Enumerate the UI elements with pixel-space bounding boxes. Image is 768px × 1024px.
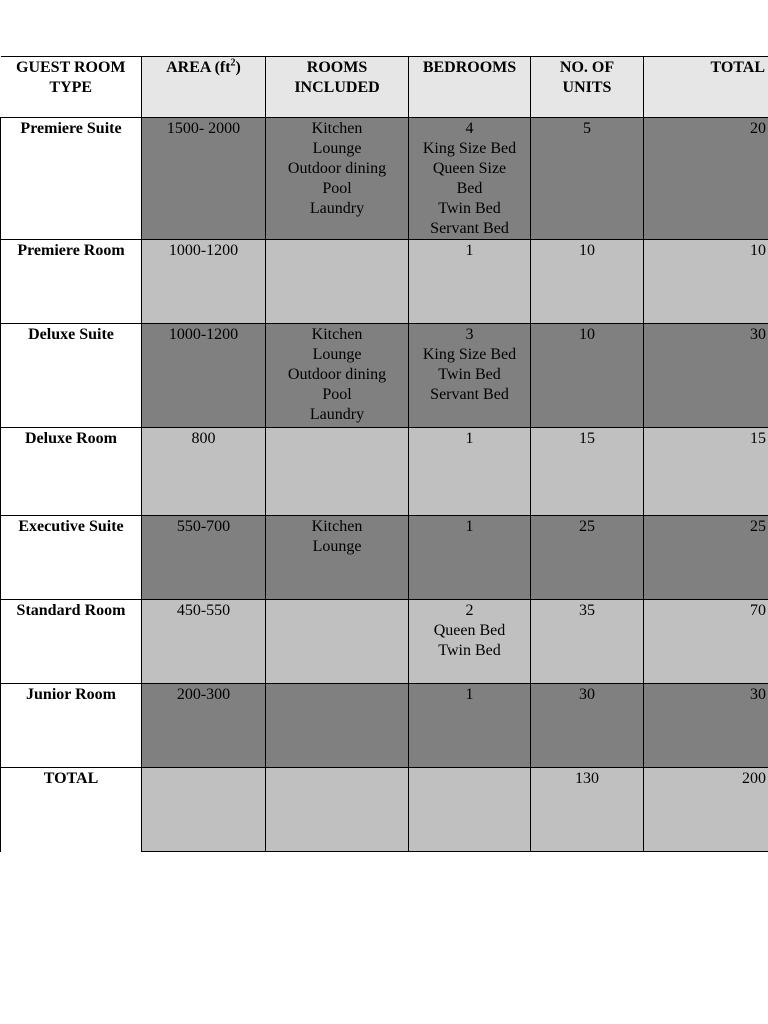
rooms-included-cell (266, 240, 409, 324)
cell-line: 1 (465, 430, 474, 447)
area-cell: 1500- 2000 (142, 118, 266, 240)
table-row (1, 600, 768, 684)
room-type-label: Deluxe Room (1, 428, 142, 516)
units-cell: 5 (531, 118, 644, 240)
rooms-included-cell (266, 428, 409, 516)
bedrooms-cell (409, 324, 531, 428)
room-type-label: Executive Suite (1, 516, 142, 600)
cell-line: King Size Bed (422, 346, 517, 363)
header-area (142, 57, 266, 118)
cell-line: Kitchen (311, 518, 363, 535)
bedrooms-cell (409, 516, 531, 600)
units-cell: 25 (531, 516, 644, 600)
header-total: TOTAL (644, 57, 768, 118)
table-row (1, 324, 768, 428)
units-cell: 10 (531, 240, 644, 324)
table-row (1, 516, 768, 600)
cell-line: Laundry (309, 200, 365, 217)
bedrooms-cell (409, 118, 531, 240)
header-area-suffix: ) (235, 59, 241, 76)
rooms-included-cell (266, 684, 409, 768)
totals-label: TOTAL (1, 768, 142, 852)
table-body (1, 118, 768, 852)
cell-line: King Size Bed (422, 140, 517, 157)
cell-line: Queen Size (432, 160, 507, 177)
cell-line: Twin Bed (438, 366, 501, 383)
total-cell: 30 (644, 684, 768, 768)
area-cell: 800 (142, 428, 266, 516)
area-cell: 550-700 (142, 516, 266, 600)
units-cell: 30 (531, 684, 644, 768)
cell-line: 2 (465, 602, 474, 619)
header-area-sup: 2 (230, 57, 236, 69)
totals-total-cell: 200 (644, 768, 768, 852)
total-cell: 15 (644, 428, 768, 516)
rooms-included-cell (266, 516, 409, 600)
units-cell: 15 (531, 428, 644, 516)
header-area-prefix: AREA (ft (166, 59, 231, 76)
room-type-label: Premiere Suite (1, 118, 142, 240)
totals-row (1, 768, 768, 852)
table-row (1, 240, 768, 324)
rooms-included-cell (266, 324, 409, 428)
header-bedrooms: BEDROOMS (409, 57, 531, 118)
cell-line: Twin Bed (438, 642, 501, 659)
cell-line: 1 (465, 518, 474, 535)
total-cell: 20 (644, 118, 768, 240)
cell-line: 1 (465, 686, 474, 703)
table-row (1, 118, 768, 240)
rooms-included-cell (266, 600, 409, 684)
cell-line: Pool (322, 180, 352, 197)
room-type-label: Premiere Room (1, 240, 142, 324)
bedrooms-cell (409, 600, 531, 684)
total-cell: 10 (644, 240, 768, 324)
cell-line: Servant Bed (430, 386, 509, 403)
area-cell: 450-550 (142, 600, 266, 684)
room-type-label: Standard Room (1, 600, 142, 684)
units-cell: 35 (531, 600, 644, 684)
cell-line: Kitchen (311, 326, 363, 343)
totals-area-cell (142, 768, 266, 852)
bedrooms-cell (409, 684, 531, 768)
cell-line: Bed (456, 180, 483, 197)
rooms-included-cell (266, 118, 409, 240)
totals-bedrooms-cell (409, 768, 531, 852)
area-cell: 1000-1200 (142, 324, 266, 428)
room-type-label: Junior Room (1, 684, 142, 768)
totals-units-cell: 130 (531, 768, 644, 852)
cell-line: Outdoor dining (287, 366, 387, 383)
header-units: NO. OF UNITS (531, 57, 644, 118)
cell-line: 1 (465, 242, 474, 259)
units-cell: 10 (531, 324, 644, 428)
total-cell: 70 (644, 600, 768, 684)
cell-line: Lounge (312, 140, 362, 157)
totals-rooms-cell (266, 768, 409, 852)
total-cell: 30 (644, 324, 768, 428)
cell-line: Outdoor dining (287, 160, 387, 177)
header-guest-room-type: GUEST ROOM TYPE (1, 57, 142, 118)
table-header-row (1, 57, 768, 118)
cell-line: Queen Bed (433, 622, 506, 639)
cell-line: Lounge (312, 538, 362, 555)
bedrooms-cell (409, 428, 531, 516)
bedrooms-cell (409, 240, 531, 324)
table-row (1, 684, 768, 768)
cell-line: 4 (465, 120, 474, 137)
area-cell: 200-300 (142, 684, 266, 768)
guest-room-table (0, 56, 768, 852)
table-row (1, 428, 768, 516)
area-cell: 1000-1200 (142, 240, 266, 324)
room-type-label: Deluxe Suite (1, 324, 142, 428)
cell-line: Twin Bed (438, 200, 501, 217)
cell-line: Laundry (309, 406, 365, 423)
cell-line: 3 (465, 326, 474, 343)
cell-line: Lounge (312, 346, 362, 363)
cell-line: Servant Bed (430, 220, 509, 237)
cell-line: Kitchen (311, 120, 363, 137)
cell-line: Pool (322, 386, 352, 403)
total-cell: 25 (644, 516, 768, 600)
header-rooms-included: ROOMS INCLUDED (266, 57, 409, 118)
